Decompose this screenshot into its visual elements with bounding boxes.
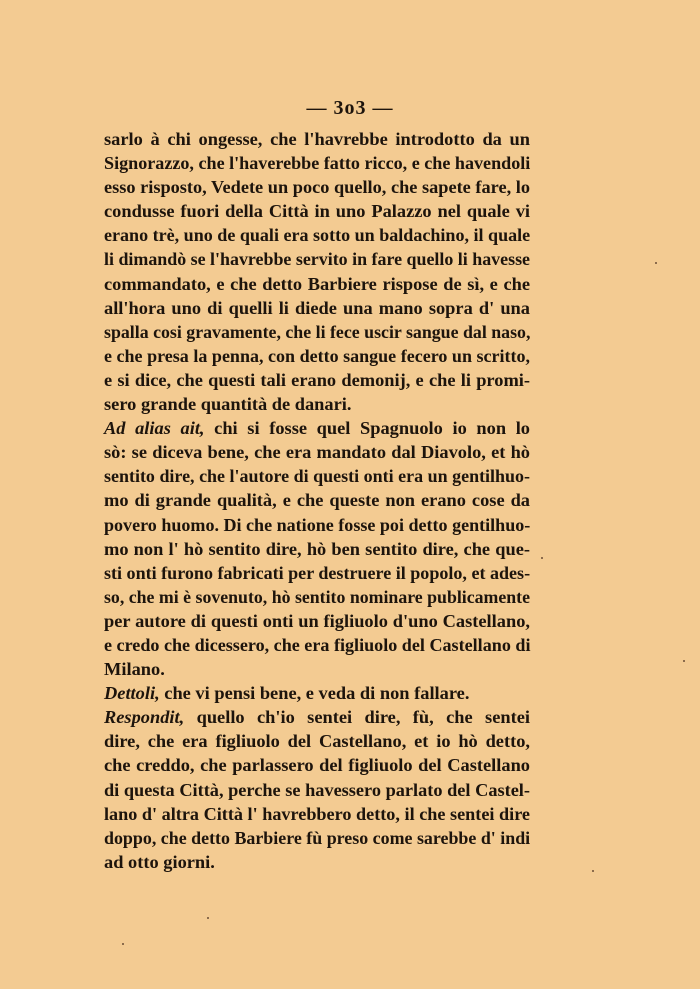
- line-text: per autore di questi onti un figliuolo d'uno Castellano,: [104, 610, 530, 631]
- text-line: [104, 633, 530, 657]
- paper-speck: [592, 870, 594, 872]
- line-text: sentito dire, che l'autore di questi onti era un gentilhuo-: [104, 466, 530, 487]
- line-text: che creddo, che parlassero del figliuolo del Castellano: [104, 755, 530, 776]
- page-number: — 3o3 —: [306, 97, 394, 119]
- line-text: sarlo à chi ongesse, che l'havrebbe introdotto da un: [104, 129, 530, 149]
- italic-lead: Dettoli,: [104, 683, 160, 704]
- text-line: [104, 802, 530, 826]
- text-line: [104, 513, 530, 537]
- text-line: [104, 296, 530, 320]
- text-line: [104, 127, 530, 151]
- text-line: [104, 537, 530, 561]
- line-text: condusse fuori della Città in uno Palazzo nel quale vi: [104, 201, 530, 222]
- line-text: dire, che era figliuolo del Castellano, et io hò detto,: [104, 731, 530, 752]
- text-line: [104, 175, 530, 199]
- text-line: [104, 561, 530, 585]
- line-text: e si dice, che questi tali erano demonij, e che li promi-: [104, 369, 530, 390]
- paper-speck: [683, 660, 685, 662]
- body-text: [104, 127, 530, 874]
- text-line: [104, 488, 530, 512]
- line-text: all'hora uno di quelli li diede una mano sopra d' una: [104, 297, 530, 318]
- text-line: [104, 151, 530, 175]
- line-text: li dimandò se l'havrebbe servito in fare quello li havesse: [104, 249, 530, 270]
- line-text: commandato, e che detto Barbiere rispose de sì, e che: [104, 273, 530, 294]
- italic-lead: Ad alias ait,: [104, 418, 205, 439]
- text-line: [104, 416, 530, 440]
- line-text: sò: se diceva bene, che era mandato dal Diavolo, et hò: [104, 442, 530, 463]
- line-text: ad otto giorni.: [104, 851, 215, 872]
- text-line: [104, 247, 530, 271]
- line-text: e credo che dicessero, che era figliuolo del Castellano di: [104, 634, 531, 655]
- text-line: [104, 705, 530, 729]
- line-text: so, che mi è sovenuto, hò sentito nominare publicamente: [104, 586, 530, 607]
- line-text: e che presa la penna, con detto sangue fecero un scritto,: [104, 345, 530, 366]
- paper-speck: [122, 943, 124, 945]
- text-line: [104, 368, 530, 392]
- text-line: [104, 657, 530, 681]
- line-text: sti onti furono fabricati per destruere il popolo, et ades-: [104, 562, 531, 583]
- text-line: [104, 392, 530, 416]
- italic-lead: Respondit,: [104, 707, 185, 728]
- text-line: [104, 585, 530, 609]
- line-text: Signorazzo, che l'haverebbe fatto ricco, e che havendoli: [104, 153, 531, 174]
- paper-speck: [207, 917, 209, 919]
- line-text: povero huomo. Di che natione fosse poi detto gentilhuo-: [104, 514, 531, 535]
- text-line: [104, 440, 530, 464]
- paper-speck: [655, 262, 657, 264]
- text-line: [104, 753, 530, 777]
- text-line: [104, 729, 530, 753]
- text-line: [104, 778, 530, 802]
- line-text: di questa Città, perche se havessero parlato del Castel-: [104, 779, 530, 800]
- text-line: [104, 344, 530, 368]
- line-text: Milano.: [104, 659, 165, 680]
- text-line: [104, 826, 530, 850]
- line-text: che vi pensi bene, e veda di non fallare.: [159, 683, 470, 704]
- line-text: sero grande quantità de danari.: [104, 394, 352, 415]
- text-line: [104, 464, 530, 488]
- line-text: esso risposto, Vedete un poco quello, che sapete fare, lo: [104, 177, 530, 198]
- line-text: mo non l' hò sentito dire, hò ben sentito dire, che que-: [104, 538, 530, 559]
- text-line: [104, 223, 530, 247]
- line-text: spalla cosi gravamente, che li fece uscir sangue dal naso,: [104, 321, 531, 342]
- text-line: [104, 850, 530, 874]
- line-text: lano d' altra Città l' havrebbero detto, il che sentei dire: [104, 803, 530, 824]
- line-text: chi si fosse quel Spagnuolo io non lo: [204, 418, 531, 439]
- text-line: [104, 199, 530, 223]
- text-line: [104, 609, 530, 633]
- text-line: [104, 272, 530, 296]
- line-text: erano trè, uno de quali era sotto un baldachino, il quale: [104, 225, 531, 246]
- text-line: [104, 320, 530, 344]
- text-line: [104, 681, 530, 705]
- line-text: mo di grande qualità, e che queste non erano cose da: [104, 490, 530, 511]
- line-text: doppo, che detto Barbiere fù preso come sarebbe d' indi: [104, 827, 531, 848]
- line-text: quello ch'io sentei dire, fù, che sentei: [184, 707, 530, 728]
- paper-speck: [541, 557, 543, 559]
